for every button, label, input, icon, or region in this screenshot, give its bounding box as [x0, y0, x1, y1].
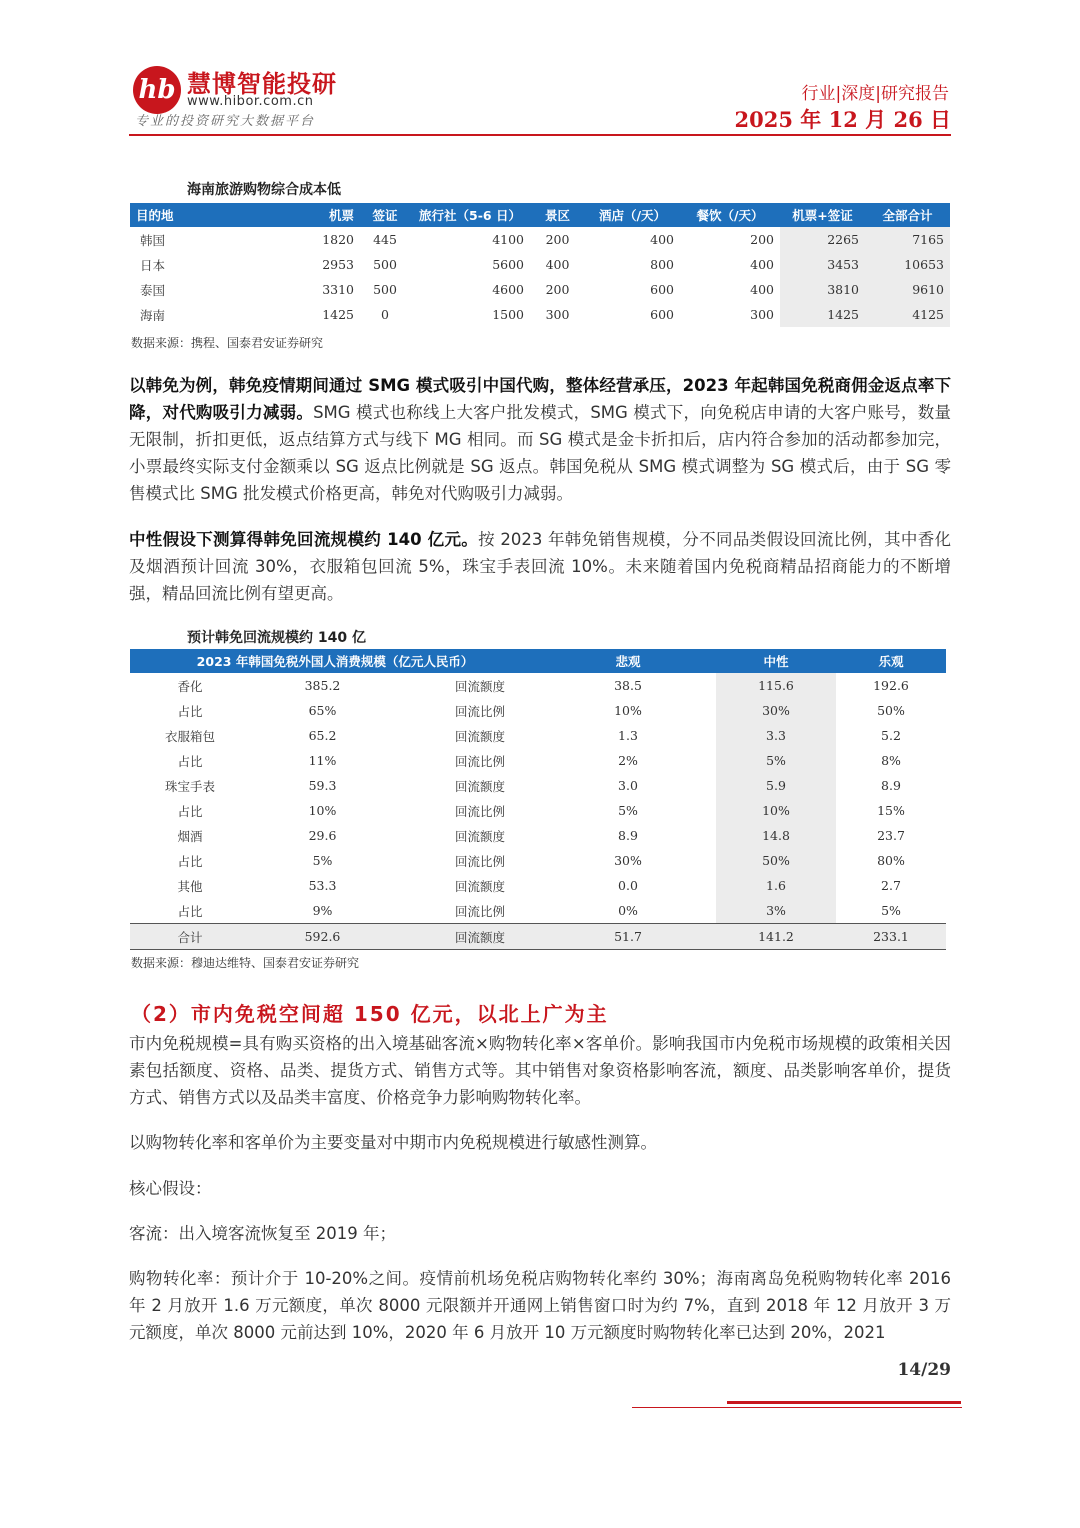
table-cell: 385.2 [304, 678, 341, 693]
table-cell: 445 [373, 232, 397, 247]
table-cell: 1820 [322, 232, 354, 247]
col-header: 机票+签证 [780, 203, 865, 227]
table-cell: 192.6 [873, 678, 909, 693]
table-cell: 10% [308, 803, 337, 818]
table-cell: 7165 [865, 227, 950, 252]
col-header: 2023 年韩国免税外国人消费规模（亿元人民币） [130, 649, 540, 673]
table-cell: 8.9 [618, 828, 638, 843]
table1-title: 海南旅游购物综合成本低 [187, 182, 341, 198]
table-cell: 5.2 [881, 728, 901, 743]
table-cell: 5% [312, 853, 333, 868]
table-cell: 115.6 [716, 673, 836, 698]
col-header: 目的地 [130, 203, 280, 227]
col-header: 机票 [280, 203, 360, 227]
col-header: 全部合计 [865, 203, 950, 227]
table-cell: 141.2 [716, 924, 836, 950]
row-label: 占比 [177, 753, 203, 769]
table-cell: 65% [308, 703, 337, 718]
logo-url: www.hibor.com.cn [187, 94, 314, 109]
table1-source: 数据来源：携程、国泰君安证券研究 [131, 336, 324, 350]
report-date: 2025 年 12 月 26 日 [734, 107, 951, 132]
table-cell: 回流额度 [395, 924, 540, 950]
table-cell: 400 [545, 257, 570, 272]
table-cell: 600 [650, 307, 674, 322]
table-cell: 233.1 [836, 924, 946, 950]
total-row [130, 924, 946, 950]
row-label: 占比 [177, 803, 203, 819]
table-row [130, 773, 946, 798]
table-cell: 30% [614, 853, 642, 868]
table-cell: 30% [716, 698, 836, 723]
table-row [130, 252, 950, 277]
paragraph-backflow-estimate [129, 526, 951, 607]
col-header: 景区 [530, 203, 585, 227]
table-cell: 10% [716, 798, 836, 823]
row-label: 其他 [177, 878, 203, 894]
table-cell: 9% [312, 903, 333, 918]
paragraph-conversion: 购物转化率：预计介于 10-20%之间。疫情前机场免税店购物转化率约 30%；海南离岛免税购物转化率 2016 年 2 月放开 1.6 万元额度，单次 8000 元限额并开通网上销售窗口时为约 7%，直到 2018 年 12 月放开 3 万元额度，单次 8000 元前达到 10%，2020 年 6 月放开 10 万元额度时购物转化率已达到 20%，2021 [129, 1269, 951, 1342]
table-cell: 4600 [492, 282, 524, 297]
table-row [130, 798, 946, 823]
table-cell: 59.3 [308, 778, 337, 793]
table-cell: 5% [881, 903, 901, 918]
row-label: 日本 [140, 257, 166, 273]
table-cell: 8.9 [881, 778, 901, 793]
table-cell: 23.7 [877, 828, 905, 843]
paragraph-lead: 以韩免为例，韩免疫情期间通过 SMG 模式吸引中国代购，整体经营承压，2023 年起韩国免税商佣金返点率下降，对代购吸引力减弱。 [129, 376, 951, 422]
table-cell: 11% [308, 753, 337, 768]
table-cell: 300 [750, 307, 774, 322]
logo-mark: hb [133, 66, 181, 114]
table-cell: 200 [750, 232, 774, 247]
backflow-table [130, 649, 946, 950]
table-row [130, 873, 946, 898]
table-cell: 50% [877, 703, 905, 718]
table-cell: 回流额度 [455, 778, 506, 794]
row-label: 泰国 [140, 282, 166, 298]
table-cell: 600 [650, 282, 674, 297]
table-row [130, 673, 946, 698]
page-number: 14/29 [897, 1360, 951, 1380]
col-header: 乐观 [836, 649, 946, 673]
col-header: 中性 [716, 649, 836, 673]
table-cell: 1425 [780, 302, 865, 327]
table-cell: 200 [545, 232, 570, 247]
table-cell: 3% [716, 898, 836, 924]
paragraph-korea-duty-free [129, 372, 951, 507]
table-cell: 400 [650, 232, 674, 247]
row-label: 合计 [130, 924, 250, 950]
logo-slogan: 专业的投资研究大数据平台 [135, 114, 316, 129]
paragraph-lead: 中性假设下测算得韩免回流规模约 140 亿元。 [129, 530, 479, 549]
table-cell: 回流比例 [455, 853, 506, 869]
table-cell: 14.8 [716, 823, 836, 848]
paragraph-body: SMG 模式也称线上大客户批发模式，SMG 模式下，向免税店申请的大客户账号，数量无限制，折扣更低，返点结算方式与线下 MG 相同。而 SG 模式是金卡折扣后，店内符合参加的活动都参加完，小票最终实际支付金额乘以 SG 返点比例就是 SG 返点。韩国免税从 SMG 模式调整为 SG 模式后，由于 SG 零售模式比 SMG 批发模式价格更高，韩免对代购吸引力减弱。 [129, 403, 952, 503]
col-header: 酒店（/天） [585, 203, 680, 227]
table-cell: 0.0 [618, 878, 638, 893]
table-cell: 200 [545, 282, 570, 297]
table-row [130, 698, 946, 723]
table-row [130, 227, 950, 252]
table-row [130, 723, 946, 748]
table-cell: 300 [545, 307, 570, 322]
col-header: 悲观 [540, 649, 716, 673]
table-cell: 回流额度 [455, 728, 506, 744]
table-cell: 回流比例 [455, 753, 506, 769]
table-cell: 15% [877, 803, 905, 818]
table-cell: 3.0 [618, 778, 638, 793]
table-cell: 65.2 [308, 728, 337, 743]
paragraph-traffic: 客流：出入境客流恢复至 2019 年； [129, 1224, 396, 1243]
table-header-row [130, 649, 946, 673]
row-label: 衣服箱包 [164, 728, 215, 744]
row-label: 烟酒 [177, 828, 203, 844]
table-row [130, 898, 946, 924]
table-cell: 回流额度 [455, 828, 506, 844]
footer-accent [727, 1401, 961, 1404]
table-cell: 1500 [492, 307, 524, 322]
table-row [130, 848, 946, 873]
row-label: 韩国 [140, 232, 166, 248]
table-cell: 50% [716, 848, 836, 873]
table-row [130, 277, 950, 302]
table-cell: 10653 [865, 252, 950, 277]
report-category: 行业|深度|研究报告 [801, 84, 949, 104]
section-title: （2）市内免税空间超 150 亿元，以北上广为主 [131, 1002, 609, 1026]
table-cell: 51.7 [540, 924, 716, 950]
table-cell: 1.3 [618, 728, 638, 743]
table-cell: 4100 [492, 232, 524, 247]
cost-table [130, 203, 950, 327]
table-header-row [130, 203, 950, 227]
table-cell: 5.9 [716, 773, 836, 798]
table-cell: 800 [650, 257, 674, 272]
table-cell: 500 [373, 257, 397, 272]
table-cell: 5600 [492, 257, 524, 272]
table-cell: 9610 [865, 277, 950, 302]
table-cell: 592.6 [250, 924, 395, 950]
col-header: 旅行社（5-6 日） [410, 203, 530, 227]
table-cell: 80% [877, 853, 905, 868]
table-cell: 回流比例 [455, 903, 506, 919]
header-divider [129, 134, 951, 136]
table-row [130, 823, 946, 848]
table-cell: 1425 [322, 307, 354, 322]
table-cell: 2265 [780, 227, 865, 252]
table2-source: 数据来源：穆迪达维特、国泰君安证券研究 [131, 956, 360, 970]
table-cell: 3453 [780, 252, 865, 277]
table-cell: 29.6 [308, 828, 337, 843]
table-cell: 回流额度 [455, 878, 506, 894]
col-header: 餐饮（/天） [680, 203, 780, 227]
paragraph-core-assumption: 核心假设： [129, 1179, 212, 1198]
table-cell: 500 [373, 282, 397, 297]
paragraph-body: 按 2023 年韩免销售规模，分不同品类假设回流比例，其中香化及烟酒预计回流 30%，衣服箱包回流 5%，珠宝手表回流 10%。未来随着国内免税商精品招商能力的不断增强，精品回流比例有望更高。 [129, 530, 952, 603]
table-cell: 0 [381, 307, 389, 322]
table-row [130, 748, 946, 773]
footer-divider [632, 1407, 962, 1408]
row-label: 占比 [177, 853, 203, 869]
table-cell: 回流额度 [455, 678, 506, 694]
row-label: 海南 [140, 307, 166, 323]
table-cell: 3.3 [716, 723, 836, 748]
table-cell: 2.7 [881, 878, 901, 893]
table-cell: 4125 [865, 302, 950, 327]
row-label: 占比 [177, 903, 203, 919]
table-cell: 8% [881, 753, 901, 768]
table-cell: 5% [618, 803, 638, 818]
table-cell: 400 [750, 257, 774, 272]
logo-name: 慧博智能投研 [187, 70, 337, 98]
col-header: 签证 [360, 203, 410, 227]
table-cell: 0% [618, 903, 638, 918]
row-label: 占比 [177, 703, 203, 719]
table-cell: 回流比例 [455, 803, 506, 819]
table-cell: 5% [716, 748, 836, 773]
table-cell: 2% [618, 753, 638, 768]
table-cell: 10% [614, 703, 642, 718]
table2-title: 预计韩免回流规模约 140 亿 [187, 630, 366, 646]
paragraph-sensitivity: 以购物转化率和客单价为主要变量对中期市内免税规模进行敏感性测算。 [129, 1133, 657, 1152]
table-cell: 回流比例 [455, 703, 506, 719]
table-cell: 1.6 [716, 873, 836, 898]
table-cell: 38.5 [614, 678, 642, 693]
table-cell: 3310 [322, 282, 354, 297]
table-row [130, 302, 950, 327]
table-cell: 53.3 [308, 878, 337, 893]
table-cell: 2953 [322, 257, 354, 272]
table-cell: 400 [750, 282, 774, 297]
row-label: 香化 [177, 678, 203, 694]
row-label: 珠宝手表 [164, 778, 215, 794]
table-cell: 3810 [780, 277, 865, 302]
paragraph-city-duty-free: 市内免税规模=具有购买资格的出入境基础客流×购物转化率×客单价。影响我国市内免税市场规模的政策相关因素包括额度、资格、品类、提货方式、销售方式等。其中销售对象资格影响客流，额度、品类影响客单价，提货方式、销售方式以及品类丰富度、价格竞争力影响购物转化率。 [129, 1034, 951, 1107]
